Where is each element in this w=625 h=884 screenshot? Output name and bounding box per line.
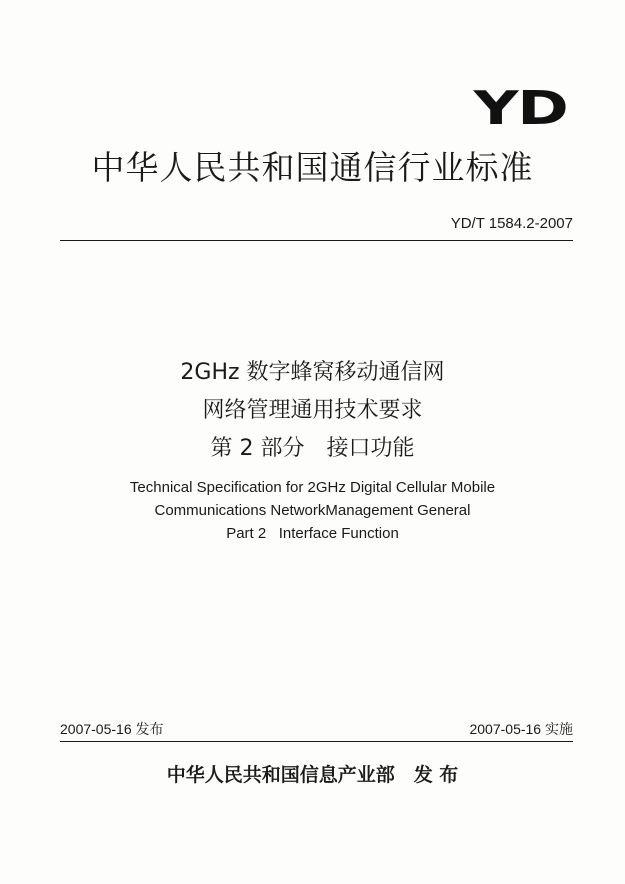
chinese-title-line-2: 网络管理通用技术要求 [202,398,423,423]
issue-date: 2007-05-16 发布 [60,721,164,737]
publisher-line: 中华人民共和国信息产业部 发 布 [166,764,459,786]
yd-logo [473,81,568,135]
standard-category-title: 中华人民共和国通信行业标准 [91,148,534,187]
footer-divider [60,741,573,742]
header-divider [60,240,573,241]
chinese-title-line-1: 2GHz 数字蜂窝移动通信网 [180,360,445,385]
english-title-line-3: Part 2 Interface Function [226,525,399,542]
english-title-line-1: Technical Specification for 2GHz Digital Cellular Mobile [129,479,496,496]
standard-number: YD/T 1584.2-2007 [450,215,573,232]
implementation-date: 2007-05-16 实施 [469,721,573,737]
english-title-line-2: Communications NetworkManagement General [154,502,471,519]
logo-text: YD [473,81,567,135]
chinese-title-line-3: 第 2 部分 接口功能 [210,436,415,461]
